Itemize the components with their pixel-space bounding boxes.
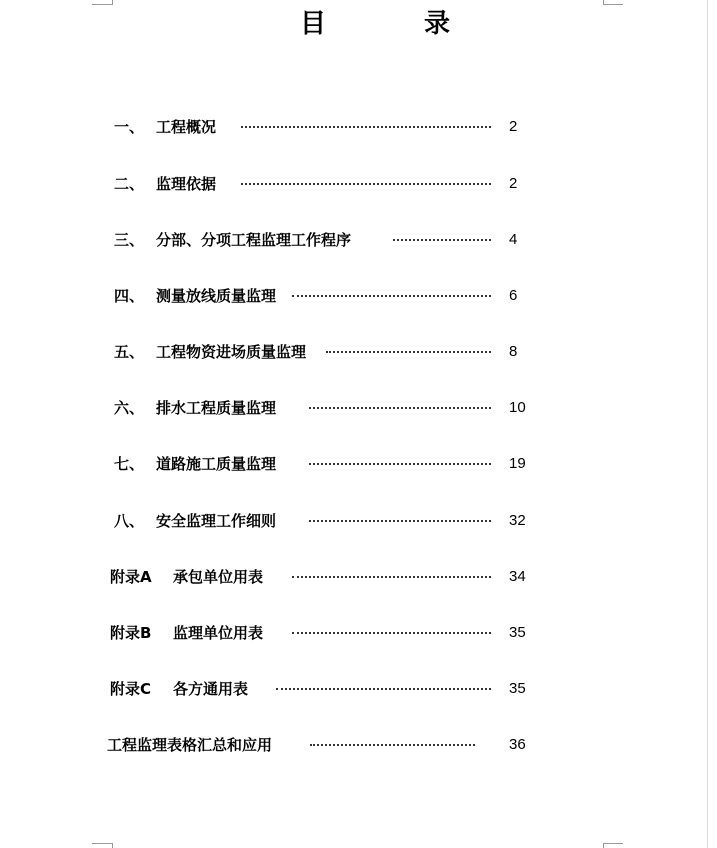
toc-entry[interactable] xyxy=(0,452,717,476)
crop-mark-bottom-right xyxy=(603,843,623,844)
crop-mark-top-right xyxy=(603,4,623,5)
dot-leader xyxy=(310,744,475,746)
toc-entry[interactable] xyxy=(0,565,717,589)
dot-leader xyxy=(393,239,491,241)
dot-leader xyxy=(292,295,491,297)
toc-entry-page: 36 xyxy=(509,736,526,753)
toc-entry-title: 监理依据 xyxy=(156,175,217,193)
dot-leader xyxy=(292,632,491,634)
toc-entry[interactable] xyxy=(0,621,717,645)
dot-leader xyxy=(241,183,491,185)
toc-entry[interactable] xyxy=(0,115,717,139)
toc-entry-number: 四、 xyxy=(114,287,145,305)
toc-entry[interactable] xyxy=(0,228,717,252)
toc-entry-number: 附录B xyxy=(110,624,152,642)
page-title: 目 录 xyxy=(300,9,487,39)
toc-entry-page: 19 xyxy=(509,455,526,472)
toc-entry-page: 2 xyxy=(509,175,518,192)
dot-leader xyxy=(309,407,491,409)
toc-entry-title: 工程概况 xyxy=(156,118,217,136)
toc-entry-title: 各方通用表 xyxy=(173,680,249,698)
toc-entry-page: 2 xyxy=(509,118,518,135)
toc-entry[interactable] xyxy=(0,509,717,533)
toc-entry-number: 三、 xyxy=(114,231,145,249)
toc-entry-page: 32 xyxy=(509,512,526,529)
toc-entry-number: 附录A xyxy=(110,568,152,586)
toc-entry[interactable] xyxy=(0,340,717,364)
toc-entry-number: 七、 xyxy=(114,455,145,473)
toc-entry-page: 35 xyxy=(509,624,526,641)
dot-leader xyxy=(292,576,491,578)
toc-entry-number: 六、 xyxy=(114,399,145,417)
toc-entry[interactable] xyxy=(0,677,717,701)
toc-entry-title: 道路施工质量监理 xyxy=(156,455,277,473)
toc-entry-number: 二、 xyxy=(114,175,145,193)
toc-entry-title: 工程物资进场质量监理 xyxy=(156,343,307,361)
crop-mark-bottom-left xyxy=(92,843,112,844)
dot-leader xyxy=(276,688,491,690)
toc-entry-number: 一、 xyxy=(114,118,145,136)
toc-entry-number: 附录C xyxy=(110,680,152,698)
crop-mark-top-left xyxy=(92,4,112,5)
toc-entry-title: 分部、分项工程监理工作程序 xyxy=(156,231,352,249)
toc-entry-number: 八、 xyxy=(114,512,145,530)
crop-mark-top-left-vertical xyxy=(112,0,113,5)
toc-entry-number: 五、 xyxy=(114,343,145,361)
crop-mark-top-right-vertical xyxy=(603,0,604,5)
toc-entry[interactable] xyxy=(0,396,717,420)
crop-mark-bottom-right-vertical xyxy=(603,843,604,848)
toc-entry-page: 8 xyxy=(509,343,518,360)
toc-entry-page: 10 xyxy=(509,399,526,416)
dot-leader xyxy=(309,520,491,522)
toc-entry-title: 安全监理工作细则 xyxy=(156,512,277,530)
dot-leader xyxy=(326,351,491,353)
toc-entry-title: 承包单位用表 xyxy=(173,568,264,586)
toc-entry-page: 35 xyxy=(509,680,526,697)
dot-leader xyxy=(241,126,491,128)
toc-entry-title: 测量放线质量监理 xyxy=(156,287,277,305)
toc-entry-title: 排水工程质量监理 xyxy=(156,399,277,417)
toc-entry-title: 监理单位用表 xyxy=(173,624,264,642)
toc-entry-page: 34 xyxy=(509,568,526,585)
toc-entry[interactable] xyxy=(0,284,717,308)
dot-leader xyxy=(309,463,491,465)
toc-entry[interactable] xyxy=(0,733,717,757)
toc-entry[interactable] xyxy=(0,172,717,196)
toc-entry-page: 6 xyxy=(509,287,518,304)
toc-entry-title: 工程监理表格汇总和应用 xyxy=(107,736,273,754)
toc-entry-page: 4 xyxy=(509,231,518,248)
crop-mark-bottom-left-vertical xyxy=(112,843,113,848)
